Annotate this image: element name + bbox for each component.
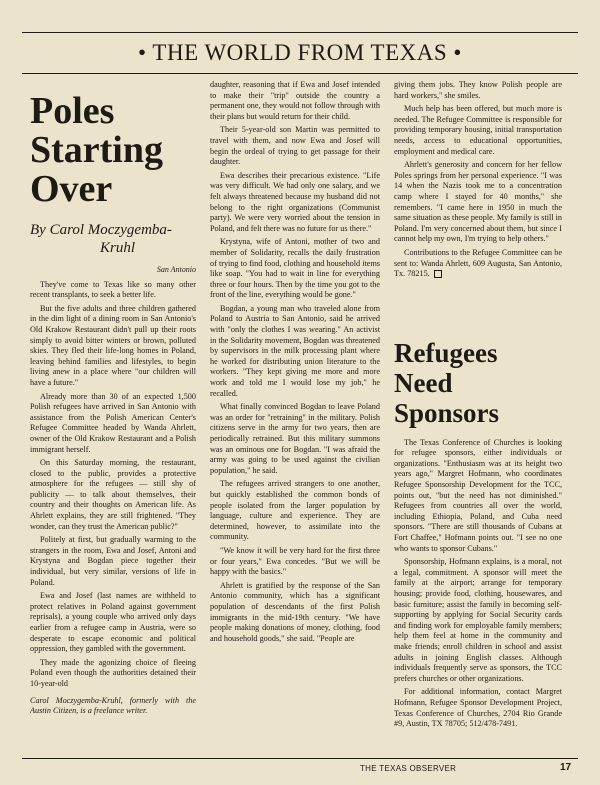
paragraph: The refugees arrived strangers to one another, but quickly established the common bonds of people isolated from the larger population by language, culture and experience. They are determined, however, to assimilate into the community. [210,479,380,542]
paragraph: "We know it will be very hard for the first three or four years," Ewa concedes. "But we will be happy with the basics." [210,545,380,577]
section-banner [22,32,578,74]
footer-divider [22,758,578,759]
byline-line-2: Kruhl [100,240,136,256]
paragraph: Ahrlett is gratified by the response of the San Antonio community, which has a significant population of descendants of the first Polish immigrants in the mid-19th century. "We have people making donations of money, clothing, food and household goods," she said. "People are [210,580,380,643]
byline [30,221,196,257]
paragraph: daughter, reasoning that if Ewa and Josef intended to make their "trip" outside the country a permanent one, they would not follow through with their plans but would return for their child. [210,80,380,121]
paragraph: For additional information, contact Margret Hofmann, Refugee Sponsor Development Project, Texas Conference of Churches, 2704 Rio Grande #9, Austin, TX 78705; 512/478-7491. [394,687,562,729]
dateline: San Antonio [156,265,196,274]
paragraph: Ahrlett's generosity and concern for her fellow Poles springs from her personal experience. "I was 14 when the Nazis took me to a concentration camp where I stayed for 40 months," she remembers. "I came here in 1950 in much the same situation as these people. My family is still in Poland. I'm very concerned about them, but since I cannot help my own, I'm trying to help others." [394,160,562,244]
paragraph: giving them jobs. They know Polish people are hard workers," she smiles. [394,80,562,100]
paragraph [394,248,562,280]
paragraph: They made the agonizing choice of fleeing Poland even though the authorities detained their 10-year-old [30,657,196,688]
byline-line-1: By Carol Moczygemba- [30,222,172,238]
end-mark-icon [434,270,442,278]
column-2 [210,80,380,748]
paragraph: What finally convinced Bogdan to leave Poland was an order for "retraining" in the military. Polish citizens serve in the army for two years, then are periodically retrained. But this military summons was an ominous one for Bogdan. "I was afraid the army was going to be used against the civilian population," he said. [210,402,380,475]
publication-name: THE TEXAS OBSERVER [360,764,457,773]
paragraph: Ewa describes their precarious existence. "Life was very difficult. We had only one salary, and we felt always threatened because my husband did not belong to the right organizations (Communist party). We were very worried about the tension in Poland, and felt there was no future for us there." [210,170,380,233]
article-headline: Poles Starting Over [30,90,163,210]
author-bio: Carol Moczygemba-Kruhl, formerly with the Austin Citizen, is a freelance writer. [30,695,196,716]
paragraph: Politely at first, but gradually warming to the strangers in the room, Ewa and Josef, Antoni and Krystyna and Bogdan piece together their individual, but very similar, versions of life in Poland. [30,535,196,587]
paragraph: Bogdan, a young man who traveled alone from Poland to Austria to San Antonio, said he arrived with "only the clothes I was wearing." An activist in the Solidarity movement, Bogdan was threatened by supervisors in the milk processing plant where he worked for distributing union literature to the workers. "They kept giving me more and more work and told me I would lose my job," he recalled. [210,303,380,398]
paragraph: Krystyna, wife of Antoni, mother of two and member of Solidarity, recalls the daily frustration of trying to find food, clothing and household items like soap. "You had to wait in line for everything three or four hours. Then by the time you got to the front of the line, everything would be gone." [210,237,380,300]
column-3 [394,80,562,748]
sidebar-headline: Refugees Need Sponsors [394,337,500,428]
paragraph: But the five adults and three children gathered in the dim light of a dining room in San Antonio's Old Krakow Restaurant didn't pull up their roots simply to avoid bitter winters or brown, polluted skies. They fled their life-long homes in Poland, leaving behind families and lifestyles, to begin living anew in a place where "our children will have a future." [30,303,196,387]
paragraph: Ewa and Josef (last names are withheld to protect relatives in Poland against government reprisals), a young couple who arrived only days earlier from a refugee camp in Austria, were so desperate to escape economic and political oppression, they gambled with the government. [30,591,196,654]
column-1 [30,80,196,748]
paragraph: On this Saturday morning, the restaurant, closed to the public, provides a protective atmosphere for the refugees — still shy of publicity — to talk about themselves, their country and their thoughts on American life. As Ahrlett explains, they are still frightened. "They wonder, can they trust the American public?" [30,458,196,531]
paragraph: Already more than 30 of an expected 1,500 Polish refugees have arrived in San Antonio with assistance from the Polish American Center's Refugee Committee headed by Wanda Ahrlett, owner of the Old Krakow Restaurant and a Polish immigrant herself. [30,391,196,454]
section-title: • THE WORLD FROM TEXAS • [138,40,462,65]
paragraph: Sponsorship, Hofmann explains, is a moral, not a legal, commitment. A sponsor will meet the family at the airport; arrange for temporary housing; provide food, clothing, housewares, and basic furniture; assist the family in becoming self-supporting by applying for Social Security cards and finding work for employable family members; help them feel at home in the community and make friends; enroll children in school and assist adults in joining English classes. Although individuals frequently serve as sponsors, the TCC prefers churches or other organizations. [394,557,562,683]
paragraph: Their 5-year-old son Martin was permitted to travel with them, and now Ewa and Josef will begin the ordeal of trying to get passage for their daughter. [210,125,380,167]
paragraph: The Texas Conference of Churches is looking for refugee sponsors, either individuals or organizations. "Enthusiasm was at its height two years ago," Margret Hofmann, who coordinates Refugee Sponsorship Development for the TCC, points out, "but the need has not diminished." Refugees from countries all over the world, including Ethiopia, Poland, and Cuba need sponsors. "There are still thousands of Cubans at Fort Chaffee," Hofmann points out. "I see no one who wants to sponsor Cubans." [394,437,562,553]
paragraph: Much help has been offered, but much more is needed. The Refugee Committee is responsible for providing temporary housing, initial transportation needs, access to educational opportunities, employment and medical care. [394,104,562,156]
paragraph-text: Contributions to the Refugee Committee can be sent to: Wanda Ahrlett, 609 Augusta, San Antonio, Tx. 78215. [394,247,562,279]
paragraph: They've come to Texas like so many other recent transplants, to seek a better life. [30,279,196,300]
page-number: 17 [560,762,572,773]
